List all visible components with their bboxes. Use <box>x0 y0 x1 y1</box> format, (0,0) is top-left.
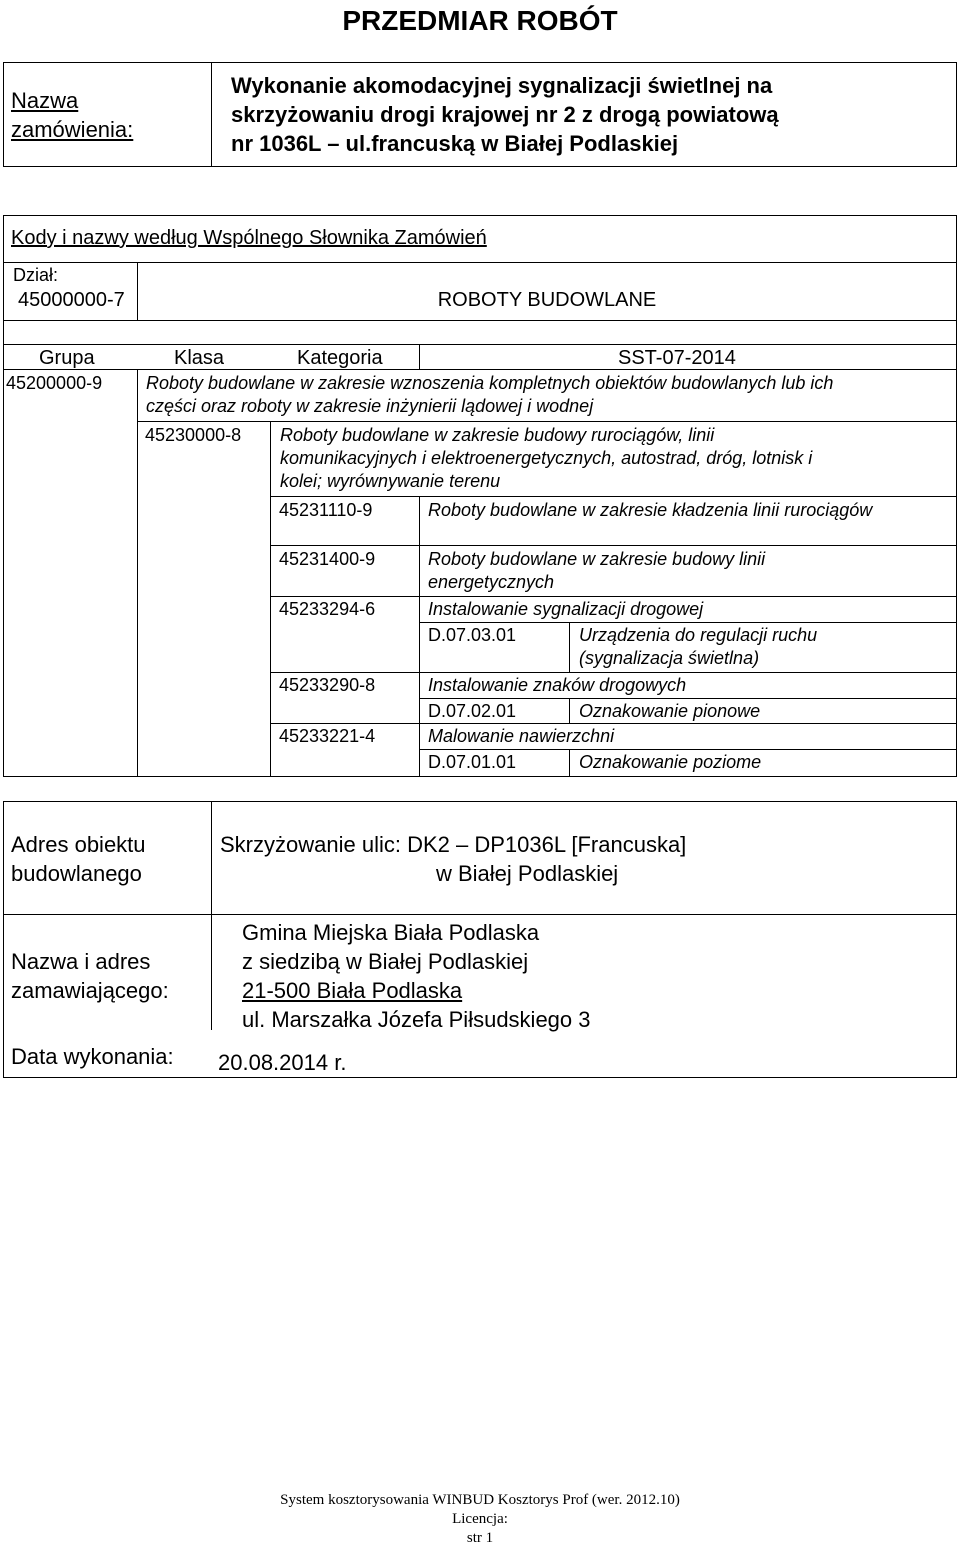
category-description: Roboty budowlane w zakresie budowy linii energetycznych <box>428 549 766 592</box>
column-header-category: Kategoria <box>297 347 383 369</box>
sst-description: Oznakowanie pionowe <box>579 701 761 721</box>
order-name-label: Nazwa zamówienia: <box>11 88 134 142</box>
category-code: 45231110-9 <box>279 500 373 520</box>
cpv-heading: Kody i nazwy według Wspólnego Słownika Zamówień <box>11 227 487 249</box>
category-description: Malowanie nawierzchni <box>428 726 615 746</box>
class-code: 45230000-8 <box>145 425 242 445</box>
division-label: Dział: <box>13 265 59 285</box>
category-description: Instalowanie znaków drogowych <box>428 675 687 695</box>
category-code: 45233294-6 <box>279 599 376 619</box>
footer-page-number: str 1 <box>466 1530 494 1546</box>
category-code: 45231400-9 <box>279 549 376 569</box>
footer <box>0 1491 960 1548</box>
order-name-value: Wykonanie akomodacyjnej sygnalizacji świetlnej na skrzyżowaniu drogi krajowej nr 2 z drogą powiatową nr 1036L – ul.francuską w Białej Podlaskiej <box>231 73 779 156</box>
sst-description: Oznakowanie poziome <box>579 752 762 772</box>
client-value: Gmina Miejska Biała Podlaska z siedzibą w Białej Podlaskiej 21-500 Biała Podlaska ul. Marszałka Józefa Piłsudskiego 3 <box>242 920 591 1032</box>
category-code: 45233290-8 <box>279 675 376 695</box>
address-label: Adres obiektu budowlanego <box>11 832 146 886</box>
page-title: PRZEDMIAR ROBÓT <box>342 5 618 36</box>
column-header-group: Grupa <box>39 347 95 369</box>
category-code: 45233221-4 <box>279 726 376 746</box>
sst-description: Urządzenia do regulacji ruchu (sygnalizacja świetlna) <box>579 625 818 668</box>
sst-code: D.07.03.01 <box>428 625 517 645</box>
division-code: 45000000-7 <box>18 289 125 311</box>
sst-code: D.07.02.01 <box>428 701 517 721</box>
column-header-sst: SST-07-2014 <box>618 347 736 369</box>
date-value: 20.08.2014 r. <box>218 1050 347 1075</box>
division-name: ROBOTY BUDOWLANE <box>437 289 657 311</box>
column-header-class: Klasa <box>174 347 225 369</box>
date-label: Data wykonania: <box>11 1044 174 1069</box>
class-description: Roboty budowlane w zakresie budowy rurociągów, linii komunikacyjnych i elektroenergetycznych, autostrad, dróg, lotnisk i kolei; wyrównywanie terenu <box>280 425 813 491</box>
address-value: Skrzyżowanie ulic: DK2 – DP1036L [Francuska] w Białej Podlaskiej <box>220 832 687 886</box>
client-label: Nazwa i adres zamawiającego: <box>11 949 169 1003</box>
sst-code: D.07.01.01 <box>428 752 517 772</box>
category-description: Instalowanie sygnalizacji drogowej <box>428 599 704 619</box>
footer-system: System kosztorysowania WINBUD Kosztorys Prof (wer. 2012.10) <box>280 1492 680 1508</box>
category-description: Roboty budowlane w zakresie kładzenia linii rurociągów <box>428 500 873 520</box>
footer-license: Licencja: <box>452 1511 508 1527</box>
group-code: 45200000-9 <box>6 373 103 393</box>
group-description: Roboty budowlane w zakresie wznoszenia kompletnych obiektów budowlanych lub ich części oraz roboty w zakresie inżynierii lądowej i wodnej <box>146 373 834 416</box>
